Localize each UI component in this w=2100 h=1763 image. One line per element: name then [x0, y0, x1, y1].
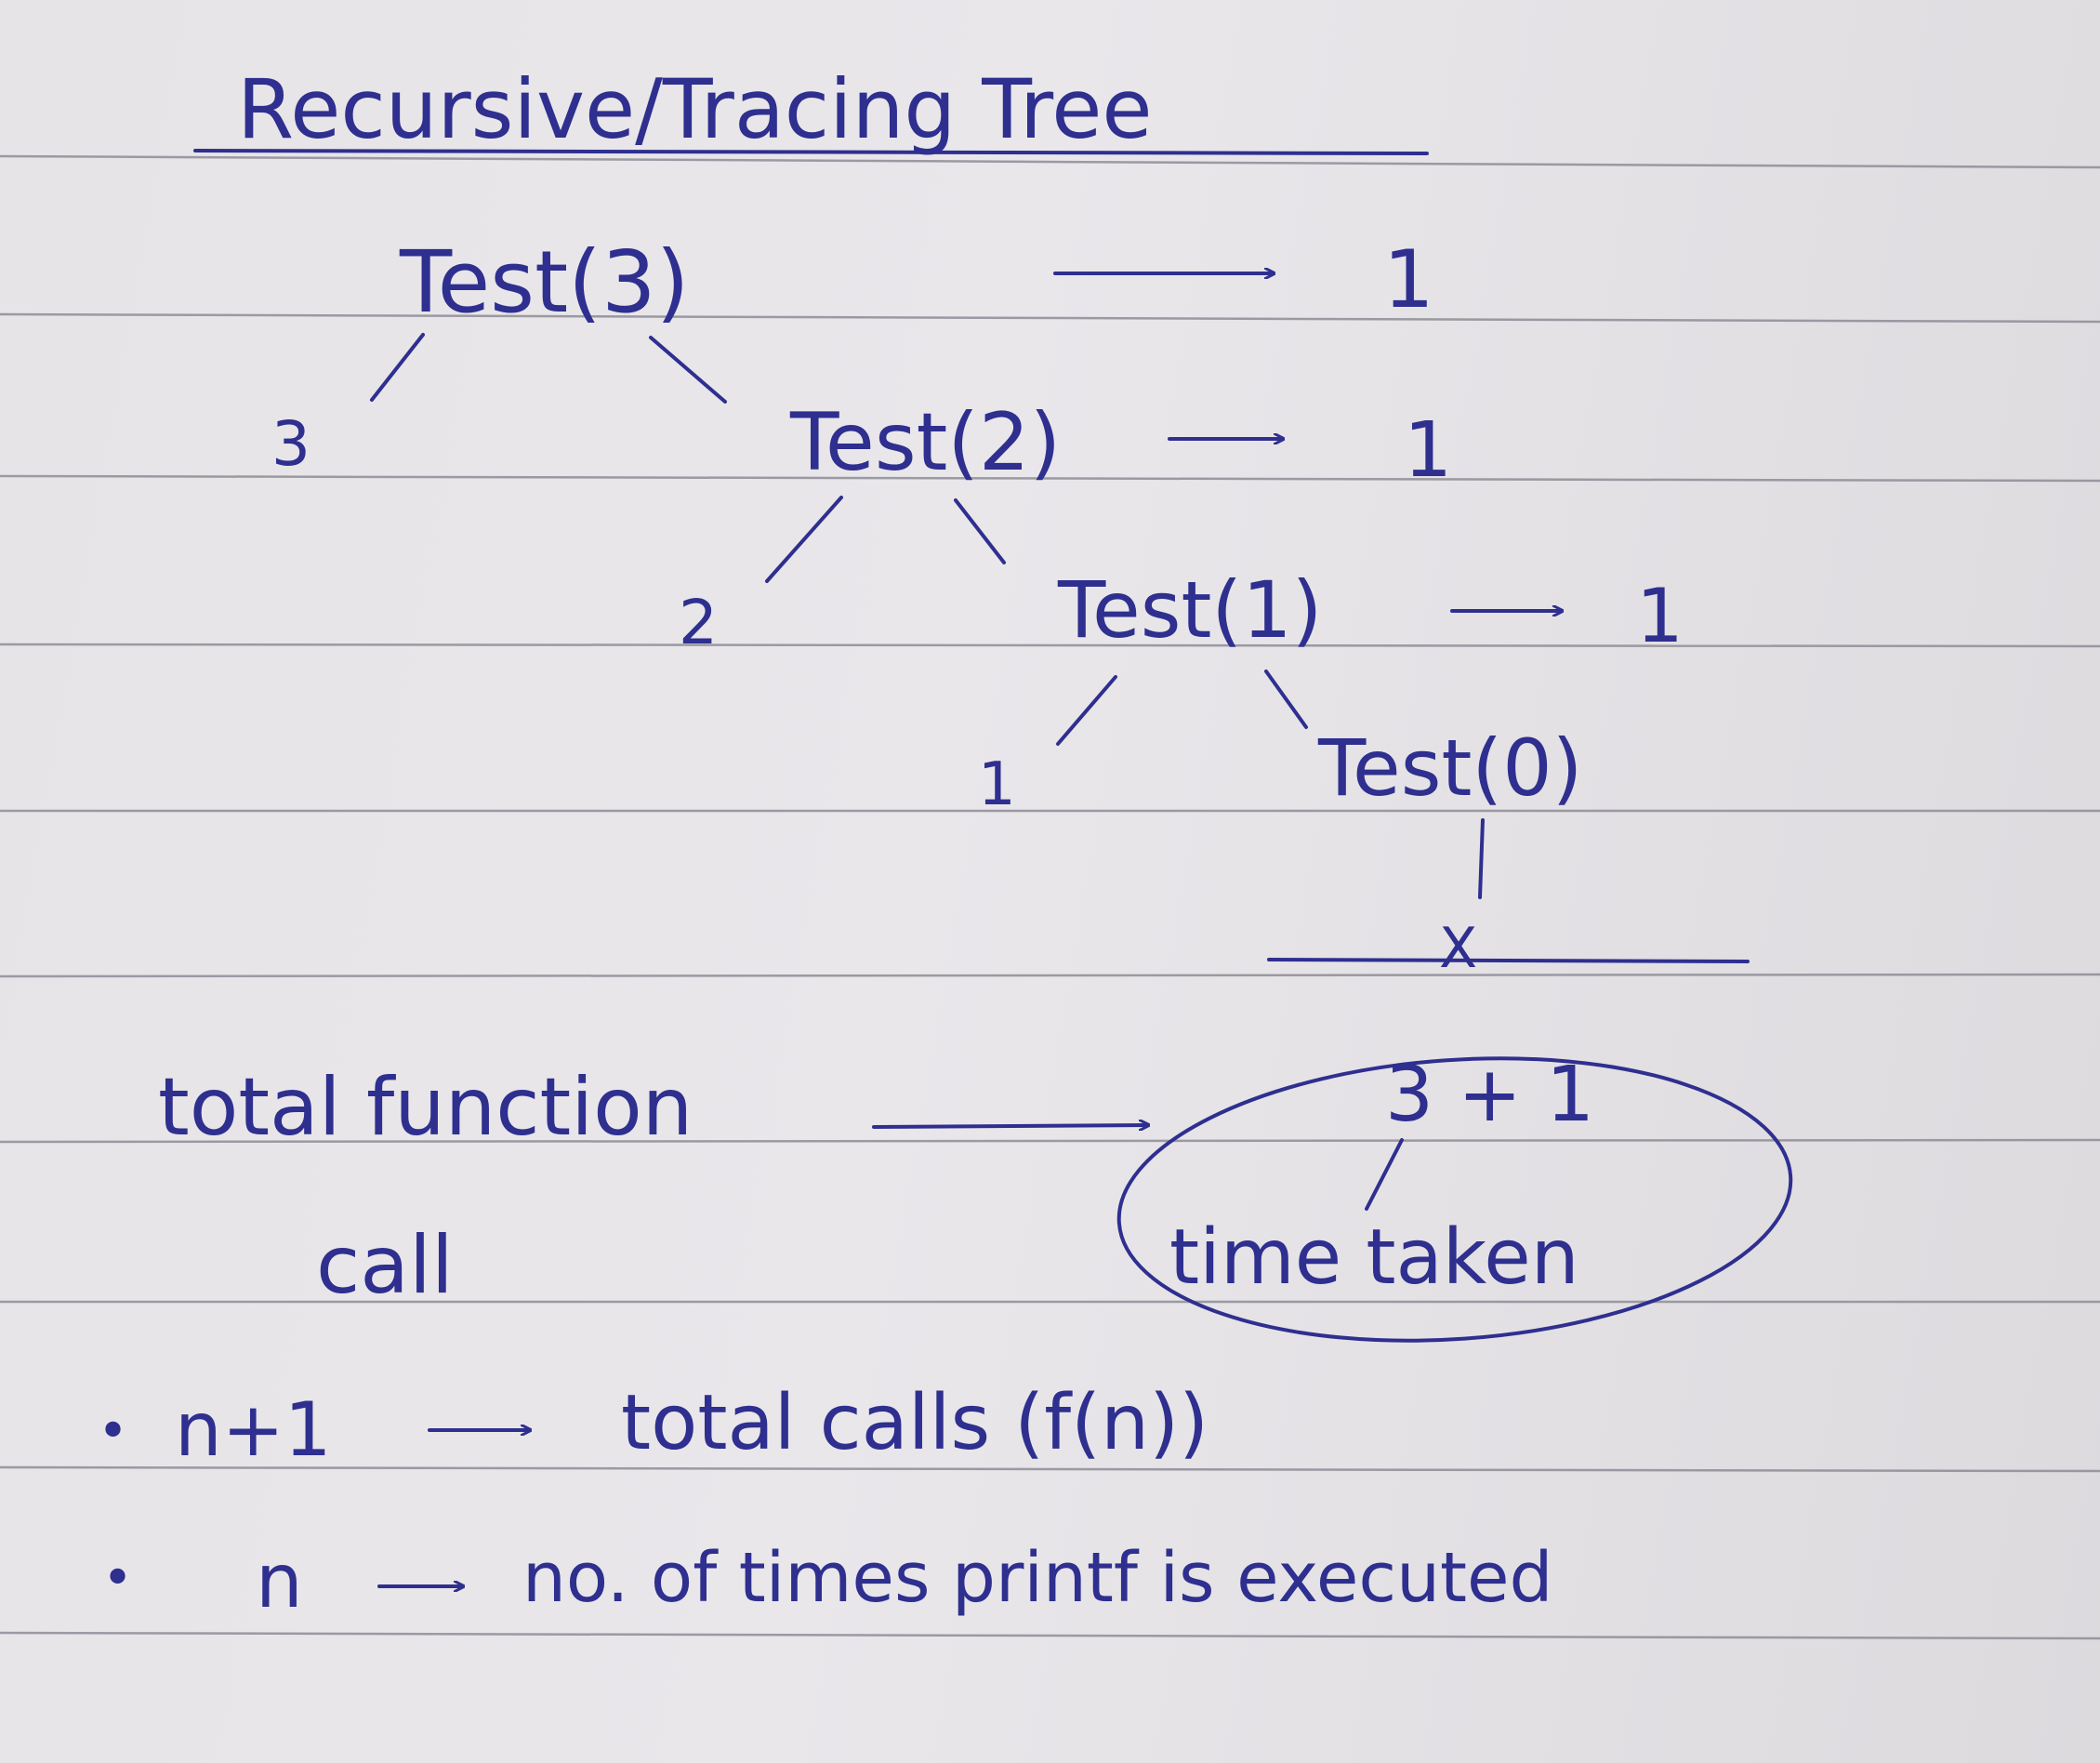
branch-left-3 — [372, 335, 423, 400]
result-expression: 3 + 1 — [1385, 1051, 1595, 1139]
branch-left-2 — [767, 497, 841, 581]
terminal-stem — [1480, 820, 1483, 897]
terminal-underline — [1269, 960, 1748, 961]
tree-node-test-2: Test(2) — [790, 396, 1062, 489]
note-lhs-2: n — [256, 1538, 303, 1624]
note-bullet-1: • — [98, 1401, 129, 1462]
call-count-2: 1 — [1404, 406, 1453, 495]
printed-value-1: 1 — [978, 750, 1016, 819]
note-rhs-2: no. of times printf is executed — [522, 1538, 1553, 1618]
note-bullet-2: • — [102, 1548, 134, 1609]
branch-right-3 — [651, 338, 725, 402]
branch-right-2 — [956, 500, 1004, 563]
time-taken-label: time taken — [1169, 1213, 1579, 1302]
note-rhs-1: total calls (f(n)) — [621, 1379, 1209, 1467]
tree-node-test-3: Test(3) — [400, 232, 690, 332]
call-count-1: 1 — [1636, 573, 1684, 659]
total-function-label-2: call — [316, 1219, 454, 1312]
terminal-mark: X — [1439, 916, 1478, 981]
call-count-3: 1 — [1383, 233, 1434, 326]
branch-left-1 — [1058, 677, 1116, 744]
total-function-label: total function — [158, 1061, 693, 1154]
printed-value-3: 3 — [271, 408, 310, 480]
page-title: Recursive/Tracing Tree — [237, 61, 1153, 157]
tree-node-test-0: Test(0) — [1318, 722, 1583, 814]
tree-node-test-1: Test(1) — [1058, 564, 1323, 656]
summary-arrow — [874, 1125, 1148, 1127]
printed-value-2: 2 — [679, 587, 718, 658]
branch-right-1 — [1266, 671, 1306, 727]
note-lhs-1: n+1 — [175, 1386, 332, 1473]
result-pointer — [1367, 1140, 1402, 1209]
